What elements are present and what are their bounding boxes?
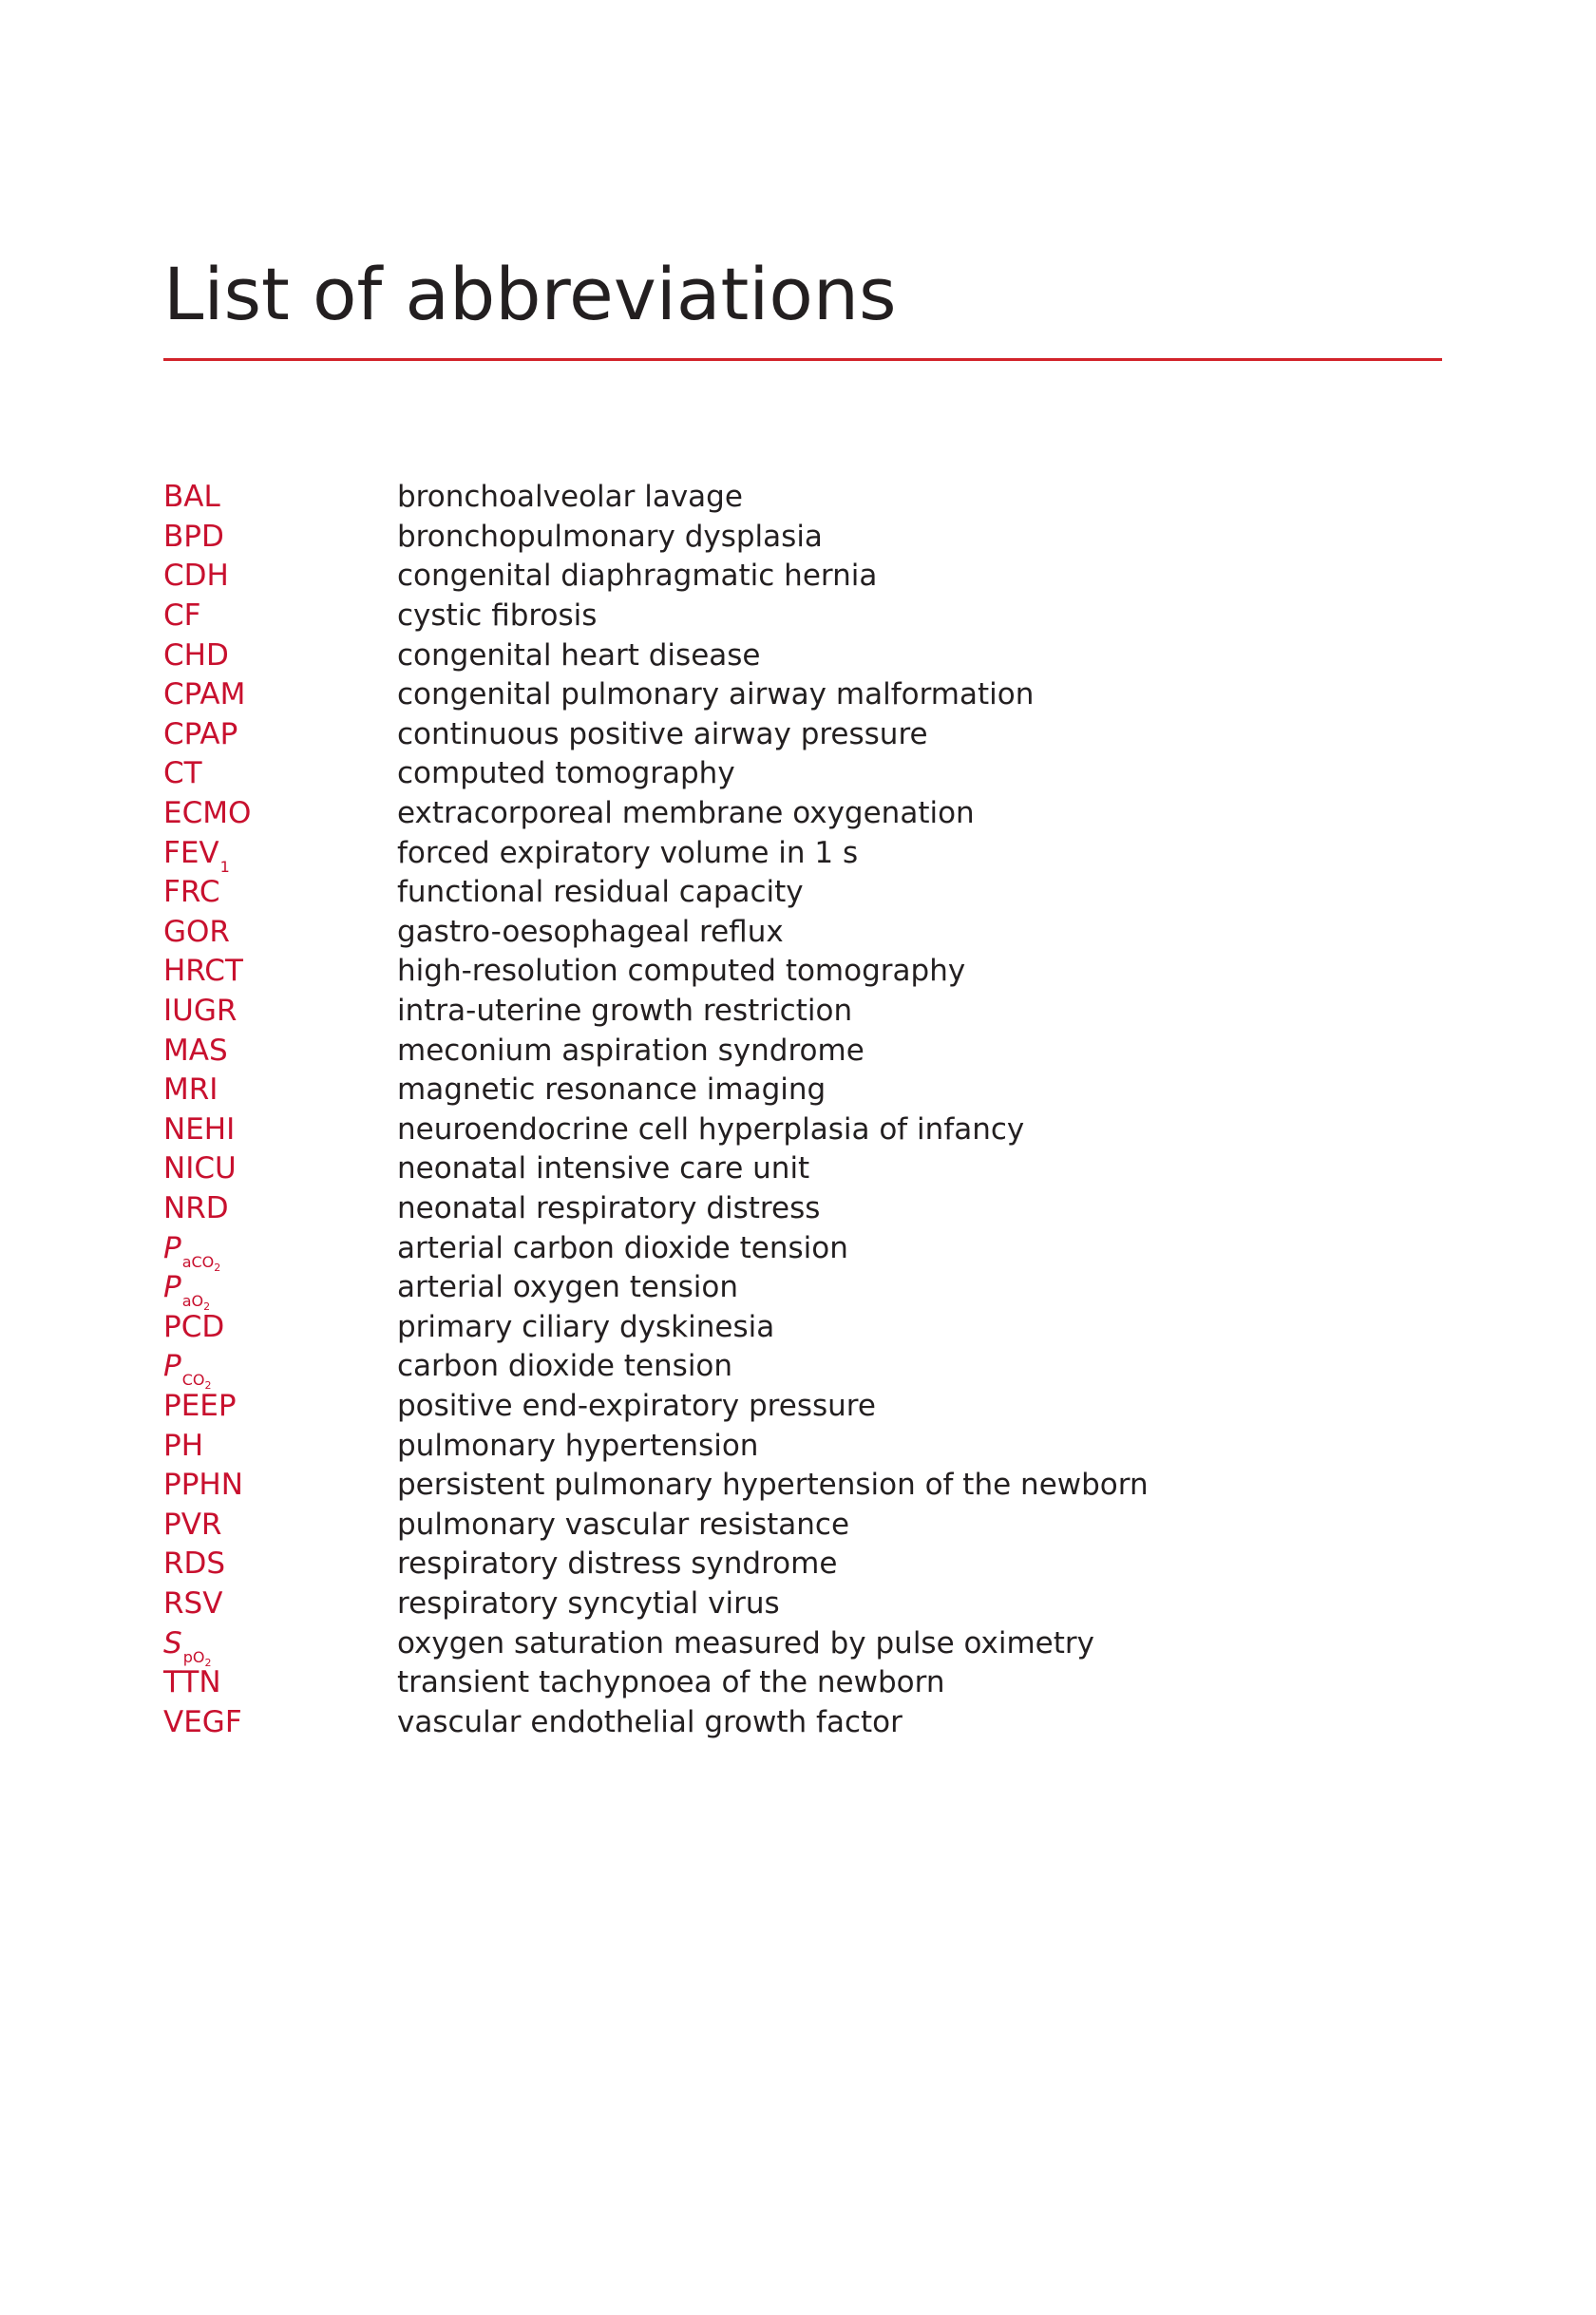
abbreviation-term bbox=[163, 1625, 397, 1669]
abbreviation-row bbox=[163, 1623, 1442, 1669]
abbreviation-row bbox=[163, 1228, 1442, 1274]
abbreviation-definition: functional residual capacity bbox=[397, 875, 804, 910]
abbreviation-text: ECMO bbox=[163, 796, 252, 831]
abbreviation-definition: intra-uterine growth restriction bbox=[397, 994, 853, 1029]
abbreviation-subscript bbox=[220, 858, 230, 876]
abbreviation-row bbox=[163, 1387, 1442, 1427]
abbreviation-row bbox=[163, 1071, 1442, 1110]
abbreviation-term bbox=[163, 1388, 397, 1423]
abbreviation-row bbox=[163, 1466, 1442, 1506]
abbreviation-term bbox=[163, 677, 397, 712]
abbreviation-text: PCD bbox=[163, 1309, 225, 1344]
abbreviation-subscript bbox=[181, 1252, 221, 1274]
abbreviation-definition: magnetic resonance imaging bbox=[397, 1072, 826, 1108]
abbreviation-row bbox=[163, 715, 1442, 755]
abbreviation-subscript-text: 1 bbox=[219, 857, 230, 876]
abbreviation-term bbox=[163, 1309, 397, 1344]
abbreviation-text: CPAM bbox=[163, 677, 246, 712]
abbreviation-definition: primary ciliary dyskinesia bbox=[397, 1309, 775, 1344]
abbreviation-definition: gastro-oesophageal reflux bbox=[397, 914, 784, 949]
abbreviation-subscript bbox=[181, 1292, 211, 1314]
abbreviation-definition: congenital pulmonary airway malformation bbox=[397, 677, 1035, 712]
abbreviation-definition: high-resolution computed tomography bbox=[397, 954, 966, 989]
abbreviation-definition: persistent pulmonary hypertension of the newborn bbox=[397, 1468, 1149, 1503]
abbreviation-definition: respiratory syncytial virus bbox=[397, 1585, 780, 1621]
abbreviation-definition: respiratory distress syndrome bbox=[397, 1546, 838, 1582]
abbreviation-term bbox=[163, 994, 397, 1029]
abbreviation-row bbox=[163, 1149, 1442, 1189]
abbreviation-subscript-text: aO bbox=[181, 1292, 204, 1311]
abbreviation-text: NICU bbox=[163, 1151, 237, 1186]
abbreviation-text: PH bbox=[163, 1428, 204, 1463]
abbreviation-row bbox=[163, 873, 1442, 913]
abbreviation-row bbox=[163, 1505, 1442, 1545]
abbreviation-term bbox=[163, 1270, 397, 1314]
abbreviation-text: PPHN bbox=[163, 1468, 243, 1503]
abbreviation-row bbox=[163, 478, 1442, 518]
abbreviation-text: MRI bbox=[163, 1072, 218, 1108]
abbreviation-definition: bronchopulmonary dysplasia bbox=[397, 519, 823, 554]
abbreviation-subscript-text: pO bbox=[182, 1647, 205, 1666]
abbreviation-term bbox=[163, 1665, 397, 1700]
abbreviation-term bbox=[163, 1230, 397, 1274]
abbreviation-row bbox=[163, 1426, 1442, 1466]
abbreviation-definition: vascular endothelial growth factor bbox=[397, 1704, 902, 1739]
abbreviation-definition: computed tomography bbox=[397, 756, 735, 791]
abbreviation-text: RDS bbox=[163, 1546, 226, 1582]
abbreviation-text: BAL bbox=[163, 480, 220, 515]
abbreviation-term bbox=[163, 637, 397, 673]
abbreviation-term bbox=[163, 756, 397, 791]
abbreviation-row bbox=[163, 913, 1442, 953]
abbreviation-term bbox=[163, 1468, 397, 1503]
abbreviation-row bbox=[163, 557, 1442, 597]
abbreviation-term bbox=[163, 1033, 397, 1068]
abbreviation-row bbox=[163, 1347, 1442, 1393]
abbreviation-row bbox=[163, 833, 1442, 876]
abbreviation-term bbox=[163, 1190, 397, 1225]
abbreviation-definition: meconium aspiration syndrome bbox=[397, 1033, 864, 1068]
abbreviation-text: FEV bbox=[163, 835, 219, 870]
abbreviation-term bbox=[163, 1428, 397, 1463]
abbreviation-definition: pulmonary hypertension bbox=[397, 1428, 759, 1463]
abbreviation-definition: pulmonary vascular resistance bbox=[397, 1507, 850, 1542]
abbreviation-definition: neonatal intensive care unit bbox=[397, 1151, 810, 1186]
abbreviation-text: S bbox=[163, 1625, 182, 1660]
abbreviation-text: NEHI bbox=[163, 1111, 236, 1147]
abbreviation-definition: arterial carbon dioxide tension bbox=[397, 1230, 848, 1265]
abbreviation-text: P bbox=[163, 1349, 181, 1384]
abbreviation-text: NRD bbox=[163, 1190, 229, 1225]
abbreviation-term bbox=[163, 1704, 397, 1739]
abbreviation-definition: congenital heart disease bbox=[397, 637, 761, 673]
title-divider bbox=[163, 358, 1442, 361]
abbreviation-term bbox=[163, 559, 397, 594]
abbreviation-row bbox=[163, 1545, 1442, 1584]
abbreviation-definition: neuroendocrine cell hyperplasia of infancy bbox=[397, 1111, 1025, 1147]
abbreviation-definition: arterial oxygen tension bbox=[397, 1270, 738, 1305]
abbreviation-definition: neonatal respiratory distress bbox=[397, 1190, 821, 1225]
abbreviation-row bbox=[163, 1307, 1442, 1347]
abbreviation-subscript bbox=[182, 1647, 212, 1669]
abbreviation-row bbox=[163, 1663, 1442, 1703]
abbreviation-text: P bbox=[163, 1270, 181, 1305]
abbreviation-definition: positive end-expiratory pressure bbox=[397, 1388, 876, 1423]
abbreviation-definition: congenital diaphragmatic hernia bbox=[397, 559, 878, 594]
abbreviation-term bbox=[163, 716, 397, 751]
abbreviation-term bbox=[163, 480, 397, 515]
abbreviation-text: RSV bbox=[163, 1585, 223, 1621]
abbreviation-text: MAS bbox=[163, 1033, 228, 1068]
abbreviation-row bbox=[163, 1584, 1442, 1624]
abbreviation-sub-subscript: 2 bbox=[204, 1379, 212, 1393]
abbreviation-row bbox=[163, 1268, 1442, 1314]
abbreviation-row bbox=[163, 1702, 1442, 1742]
abbreviation-text: PEEP bbox=[163, 1388, 237, 1423]
abbreviation-term bbox=[163, 875, 397, 910]
abbreviation-row bbox=[163, 992, 1442, 1032]
abbreviation-definition: forced expiratory volume in 1 s bbox=[397, 835, 859, 870]
abbreviation-text: CF bbox=[163, 598, 201, 634]
abbreviation-row bbox=[163, 1110, 1442, 1150]
abbreviation-term bbox=[163, 1546, 397, 1582]
abbreviation-term bbox=[163, 914, 397, 949]
abbreviation-term bbox=[163, 1585, 397, 1621]
abbreviation-row bbox=[163, 518, 1442, 558]
abbreviation-row bbox=[163, 754, 1442, 794]
abbreviation-term bbox=[163, 1151, 397, 1186]
abbreviation-term bbox=[163, 796, 397, 831]
abbreviation-list bbox=[163, 478, 1442, 1742]
abbreviation-row bbox=[163, 675, 1442, 715]
abbreviation-subscript-text: CO bbox=[181, 1371, 205, 1390]
page-title: List of abbreviations bbox=[163, 252, 897, 336]
abbreviation-text: PVR bbox=[163, 1507, 222, 1542]
abbreviation-row bbox=[163, 597, 1442, 636]
abbreviation-term bbox=[163, 519, 397, 554]
abbreviation-term bbox=[163, 1111, 397, 1147]
abbreviation-definition: transient tachypnoea of the newborn bbox=[397, 1665, 945, 1700]
abbreviation-row bbox=[163, 1031, 1442, 1071]
abbreviation-text: IUGR bbox=[163, 994, 238, 1029]
abbreviation-term bbox=[163, 1507, 397, 1542]
abbreviation-text: FRC bbox=[163, 875, 220, 910]
abbreviation-term bbox=[163, 1349, 397, 1393]
abbreviation-sub-subscript: 2 bbox=[203, 1300, 211, 1314]
abbreviation-text: CDH bbox=[163, 559, 229, 594]
abbreviation-text: CHD bbox=[163, 637, 229, 673]
abbreviation-row bbox=[163, 636, 1442, 675]
abbreviation-term bbox=[163, 598, 397, 634]
abbreviation-text: BPD bbox=[163, 519, 224, 554]
abbreviation-subscript-text: aCO bbox=[181, 1252, 215, 1271]
abbreviation-text: CPAP bbox=[163, 716, 238, 751]
abbreviation-text: GOR bbox=[163, 914, 230, 949]
abbreviation-row bbox=[163, 1189, 1442, 1229]
abbreviation-definition: continuous positive airway pressure bbox=[397, 716, 928, 751]
abbreviation-definition: bronchoalveolar lavage bbox=[397, 480, 743, 515]
abbreviation-definition: oxygen saturation measured by pulse oximetry bbox=[397, 1625, 1094, 1660]
abbreviation-sub-subscript: 2 bbox=[214, 1261, 221, 1274]
abbreviation-subscript bbox=[181, 1371, 212, 1393]
abbreviation-text: TTN bbox=[163, 1665, 221, 1700]
abbreviation-text: VEGF bbox=[163, 1704, 242, 1739]
abbreviation-row bbox=[163, 952, 1442, 992]
abbreviation-definition: cystic fibrosis bbox=[397, 598, 598, 634]
abbreviation-term bbox=[163, 1072, 397, 1108]
abbreviation-sub-subscript: 2 bbox=[204, 1656, 212, 1669]
abbreviation-term bbox=[163, 835, 397, 876]
abbreviation-text: P bbox=[163, 1230, 181, 1265]
abbreviation-row bbox=[163, 794, 1442, 834]
abbreviation-term bbox=[163, 954, 397, 989]
abbreviation-text: CT bbox=[163, 756, 202, 791]
abbreviation-text: HRCT bbox=[163, 954, 243, 989]
abbreviation-definition: extracorporeal membrane oxygenation bbox=[397, 796, 975, 831]
abbreviation-definition: carbon dioxide tension bbox=[397, 1349, 733, 1384]
